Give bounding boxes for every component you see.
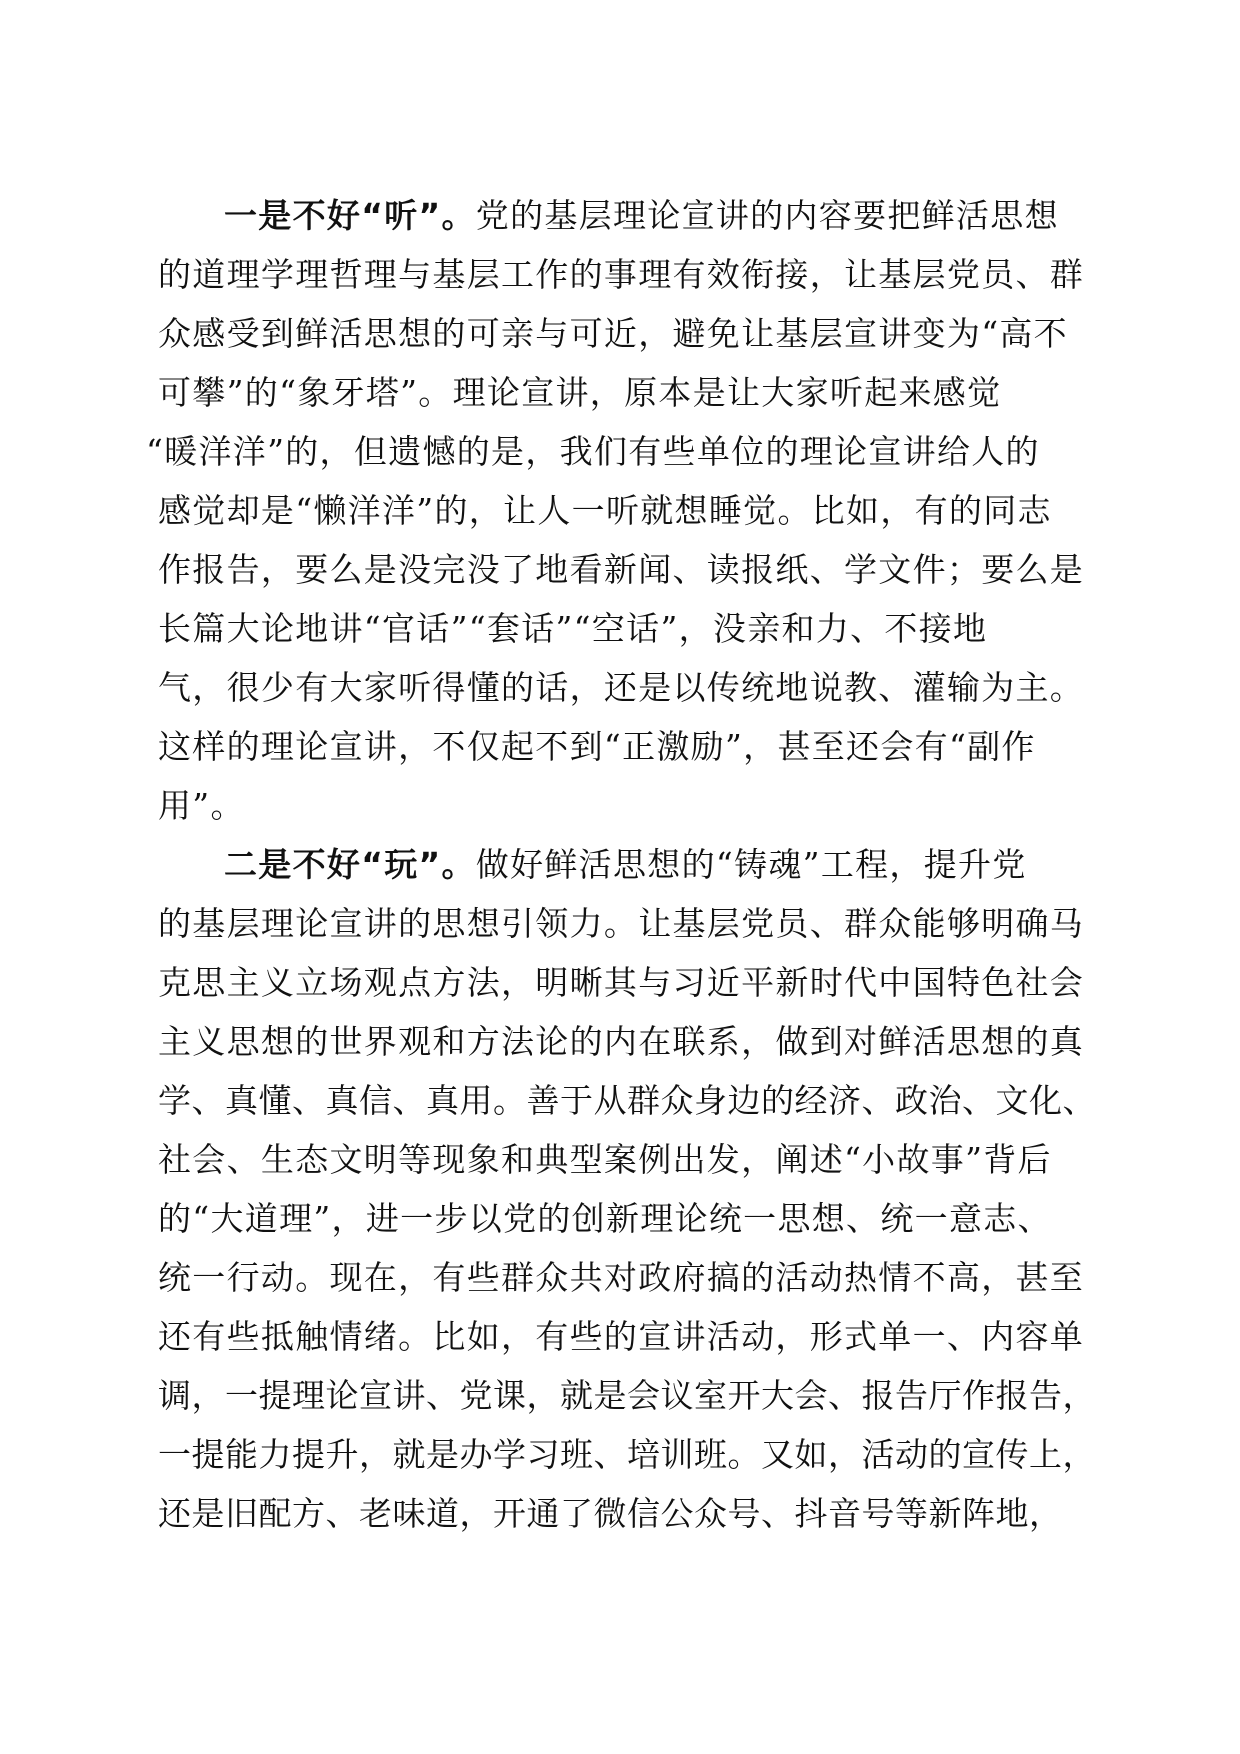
paragraph-1 — [146, 186, 1085, 835]
paragraph-line: 一提能力提升，就是办学习班、培训班。又如，活动的宣传上， — [158, 1435, 1096, 1474]
paragraph-line: 克思主义立场观点方法，明晰其与习近平新时代中国特色社会 — [158, 963, 1085, 1002]
paragraph-line: 主义思想的世界观和方法论的内在联系，做到对鲜活思想的真 — [158, 1022, 1085, 1061]
paragraph-line: 调，一提理论宣讲、党课，就是会议室开大会、报告厅作报告， — [158, 1376, 1096, 1415]
paragraph-line: 众感受到鲜活思想的可亲与可近，避免让基层宣讲变为“高不 — [158, 314, 1068, 353]
paragraph-line: 感觉却是“懒洋洋”的，让人一听就想睡觉。比如，有的同志 — [158, 491, 1052, 530]
paragraph-line: 还是旧配方、老味道，开通了微信公众号、抖音号等新阵地， — [158, 1494, 1063, 1533]
paragraph-heading: 二是不好“玩”。 — [224, 845, 476, 884]
paragraph-line: 二是不好“玩”。做好鲜活思想的“铸魂”工程，提升党 — [224, 845, 1027, 884]
body-text — [146, 186, 1096, 1543]
paragraph-line: 作报告，要么是没完没了地看新闻、读报纸、学文件；要么是 — [158, 550, 1085, 589]
paragraph-line: 的道理学理哲理与基层工作的事理有效衔接，让基层党员、群 — [158, 255, 1085, 294]
paragraph-line: “暖洋洋”的，但遗憾的是，我们有些单位的理论宣讲给人的 — [146, 432, 1040, 471]
paragraph-line: 的“大道理”，进一步以党的创新理论统一思想、统一意志、 — [158, 1199, 1052, 1238]
paragraph-line: 统一行动。现在，有些群众共对政府搞的活动热情不高，甚至 — [158, 1258, 1085, 1297]
paragraph-line: 的基层理论宣讲的思想引领力。让基层党员、群众能够明确马 — [158, 904, 1085, 943]
paragraph-heading: 一是不好“听”。 — [224, 196, 476, 235]
paragraph-line: 一是不好“听”。党的基层理论宣讲的内容要把鲜活思想 — [224, 196, 1059, 235]
paragraph-line: 学、真懂、真信、真用。善于从群众身边的经济、政治、文化、 — [158, 1081, 1096, 1120]
paragraph-line: 社会、生态文明等现象和典型案例出发，阐述“小故事”背后 — [158, 1140, 1052, 1179]
paragraph-line: 长篇大论地讲“官话”“套话”“空话”，没亲和力、不接地 — [158, 609, 988, 648]
paragraph-line: 气，很少有大家听得懂的话，还是以传统地说教、灌输为主。 — [158, 668, 1085, 707]
paragraph-line: 这样的理论宣讲，不仅起不到“正激励”，甚至还会有“副作 — [158, 727, 1036, 766]
paragraph-2 — [158, 835, 1096, 1543]
paragraph-line: 用”。 — [158, 786, 245, 825]
paragraph-line: 还有些抵触情绪。比如，有些的宣讲活动，形式单一、内容单 — [158, 1317, 1085, 1356]
paragraph-line: 可攀”的“象牙塔”。理论宣讲，原本是让大家听起来感觉 — [158, 373, 1002, 412]
